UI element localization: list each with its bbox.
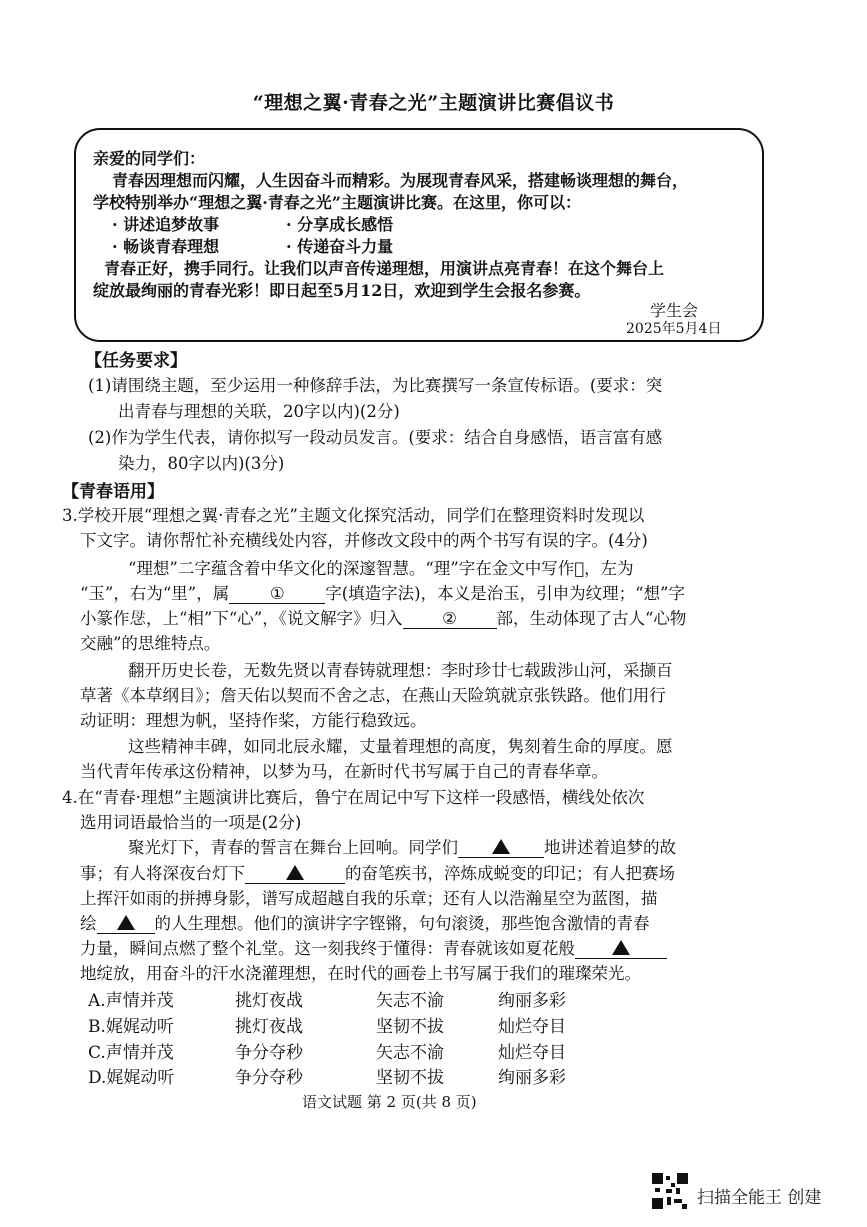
ancient-glyph-xiang: 𢘓 — [129, 609, 146, 628]
q3-stem-2: 下文字。请你帮忙补充横线处内容，并修改文段中的两个书写有误的字。(4分) — [80, 531, 648, 550]
option-c-2: 争分夺秒 — [235, 1043, 303, 1063]
option-d-4: 绚丽多彩 — [498, 1068, 566, 1088]
q3-text-2a: “玉”，右为“里”，属 — [80, 584, 230, 603]
notice-line-3: 青春正好，携手同行。让我们以声音传递理想，用演讲点亮青春！在这个舞台上 — [104, 259, 665, 278]
option-b-1[interactable]: B.娓娓动听 — [88, 1017, 174, 1037]
task-heading: 【任务要求】 — [85, 351, 187, 371]
q3-para1-line1-tail: ，左为 — [584, 559, 634, 578]
option-d-1[interactable]: D.娓娓动听 — [88, 1068, 175, 1088]
task-item-2a: (2)作为学生代表，请你拟写一段动员发言。(要求：结合自身感悟，语言富有感 — [88, 428, 663, 447]
q4-line-4 — [80, 910, 650, 934]
q3-para2-line1: 翻开历史长卷，无数先贤以青春铸就理想：李时珍廿七载跋涉山河，采撷百 — [128, 661, 673, 680]
q4-text-4a: 绘 — [80, 914, 97, 933]
notice-bullet-1: · 讲述追梦故事 — [112, 215, 220, 234]
q4-line-1 — [128, 834, 676, 858]
q3-para1-line1 — [128, 555, 634, 579]
notice-line-1: 青春因理想而闪耀，人生因奋斗而精彩。为展现青春风采，搭建畅谈理想的舞台， — [112, 171, 689, 190]
option-a-1[interactable]: A.声情并茂 — [88, 991, 174, 1011]
q4-blank-4[interactable] — [575, 939, 667, 959]
q3-text-3a: 小篆作 — [80, 609, 130, 628]
q3-blank-2[interactable]: ② — [403, 609, 497, 629]
notice-signer: 学生会 — [650, 301, 699, 320]
notice-line-2: 学校特别举办“理想之翼·青春之光”主题演讲比赛。在这里，你可以： — [93, 193, 581, 212]
option-a-4: 绚丽多彩 — [498, 991, 566, 1011]
q3-para1-line1-text: “理想”二字蕴含着中华文化的深邃智慧。“理”字在金文中写作 — [128, 559, 575, 578]
q3-para1-line4: 交融”的思维特点。 — [80, 634, 221, 653]
q3-text-3b: ，上“相”下“心”，《说文解字》归入 — [146, 609, 403, 628]
option-a-2: 挑灯夜战 — [235, 991, 303, 1011]
task-item-1a: (1)请围绕主题，至少运用一种修辞手法，为比赛撰写一条宣传标语。(要求：突 — [88, 376, 663, 395]
notice-bullet-2: · 分享成长感悟 — [286, 215, 394, 234]
task-item-2b: 染力，80字以内)(3分) — [118, 454, 285, 473]
triangle-marker-icon — [612, 940, 630, 955]
option-b-2: 挑灯夜战 — [235, 1017, 303, 1037]
q3-para3-line1: 这些精神丰碑，如同北辰永耀，丈量着理想的高度，隽刻着生命的厚度。愿 — [128, 737, 673, 756]
q4-text-1b: 地讲述着追梦的故 — [544, 838, 676, 857]
q3-text-2b: 字(填造字法)，本义是治玉，引申为纹理；“想”字 — [325, 584, 685, 603]
q4-blank-1[interactable] — [458, 838, 544, 858]
document-title: “理想之翼·青春之光”主题演讲比赛倡议书 — [252, 92, 615, 114]
q4-stem-1: 4.在“青春·理想”主题演讲比赛后，鲁宁在周记中写下这样一段感悟，横线处依次 — [62, 788, 645, 807]
option-c-1[interactable]: C.声情并茂 — [88, 1043, 174, 1063]
q4-text-2b: 的奋笔疾书，淬炼成蜕变的印记；有人把赛场 — [345, 864, 675, 883]
task-item-1b: 出青春与理想的关联，20字以内)(2分) — [118, 402, 400, 421]
qr-code-icon — [652, 1173, 688, 1209]
notice-salutation: 亲爱的同学们： — [93, 149, 206, 168]
option-c-3: 矢志不渝 — [376, 1043, 444, 1063]
q4-line-2 — [80, 860, 675, 884]
q3-para3-line2: 当代青年传承这份精神，以梦为马，在新时代书写属于自己的青春华章。 — [80, 762, 608, 781]
option-d-3: 坚韧不拔 — [376, 1068, 444, 1088]
q4-line-5 — [80, 935, 667, 959]
triangle-marker-icon — [117, 915, 135, 930]
scanner-watermark: 扫描全能王 创建 — [697, 1188, 822, 1208]
q3-blank-1[interactable]: ① — [229, 584, 325, 604]
notice-bullet-3: · 畅谈青春理想 — [112, 237, 220, 256]
triangle-marker-icon — [492, 839, 510, 854]
option-d-2: 争分夺秒 — [235, 1068, 303, 1088]
ancient-glyph-li: 𤤵 — [574, 559, 585, 578]
q3-para2-line2: 草著《本草纲目》；詹天佑以契而不舍之志，在燕山天险筑就京张铁路。他们用行 — [80, 686, 666, 705]
q4-blank-2[interactable] — [245, 864, 345, 884]
notice-line-4: 绽放最绚丽的青春光彩！即日起至5月12日，欢迎到学生会报名参赛。 — [93, 281, 591, 300]
section-heading: 【青春语用】 — [62, 482, 164, 502]
q4-line-6: 地绽放，用奋斗的汗水浇灌理想，在时代的画卷上书写属于我们的璀璨荣光。 — [80, 964, 641, 983]
option-c-4: 灿烂夺目 — [498, 1043, 566, 1063]
option-b-4: 灿烂夺目 — [498, 1017, 566, 1037]
q4-text-2a: 事；有人将深夜台灯下 — [80, 864, 245, 883]
page-footer: 语文试题 第 2 页(共 8 页) — [302, 1093, 477, 1111]
q3-text-3c: 部，生动体现了古人“心物 — [496, 609, 687, 628]
q3-para1-line3 — [80, 605, 686, 629]
q4-stem-2: 选用词语最恰当的一项是(2分) — [80, 813, 302, 832]
q3-para2-line3: 动证明：理想为帆，坚持作桨，方能行稳致远。 — [80, 711, 427, 730]
notice-date: 2025年5月4日 — [626, 321, 722, 337]
option-b-3: 坚韧不拔 — [376, 1017, 444, 1037]
q4-blank-3[interactable] — [97, 914, 155, 934]
q3-para1-line2 — [80, 580, 685, 604]
triangle-marker-icon — [286, 865, 304, 880]
q4-line-3: 上挥汗如雨的拼搏身影，谱写成超越自我的乐章；还有人以浩瀚星空为蓝图，描 — [80, 889, 658, 908]
option-a-3: 矢志不渝 — [376, 991, 444, 1011]
q4-text-5: 力量，瞬间点燃了整个礼堂。这一刻我终于懂得：青春就该如夏花般 — [80, 939, 575, 958]
q4-text-1a: 聚光灯下，青春的誓言在舞台上回响。同学们 — [128, 838, 458, 857]
q4-text-4b: 的人生理想。他们的演讲字字铿锵，句句滚烫，那些饱含激情的青春 — [154, 914, 650, 933]
notice-bullet-4: · 传递奋斗力量 — [286, 237, 394, 256]
q3-stem-1: 3.学校开展“理想之翼·青春之光”主题文化探究活动，同学们在整理资料时发现以 — [62, 506, 645, 525]
